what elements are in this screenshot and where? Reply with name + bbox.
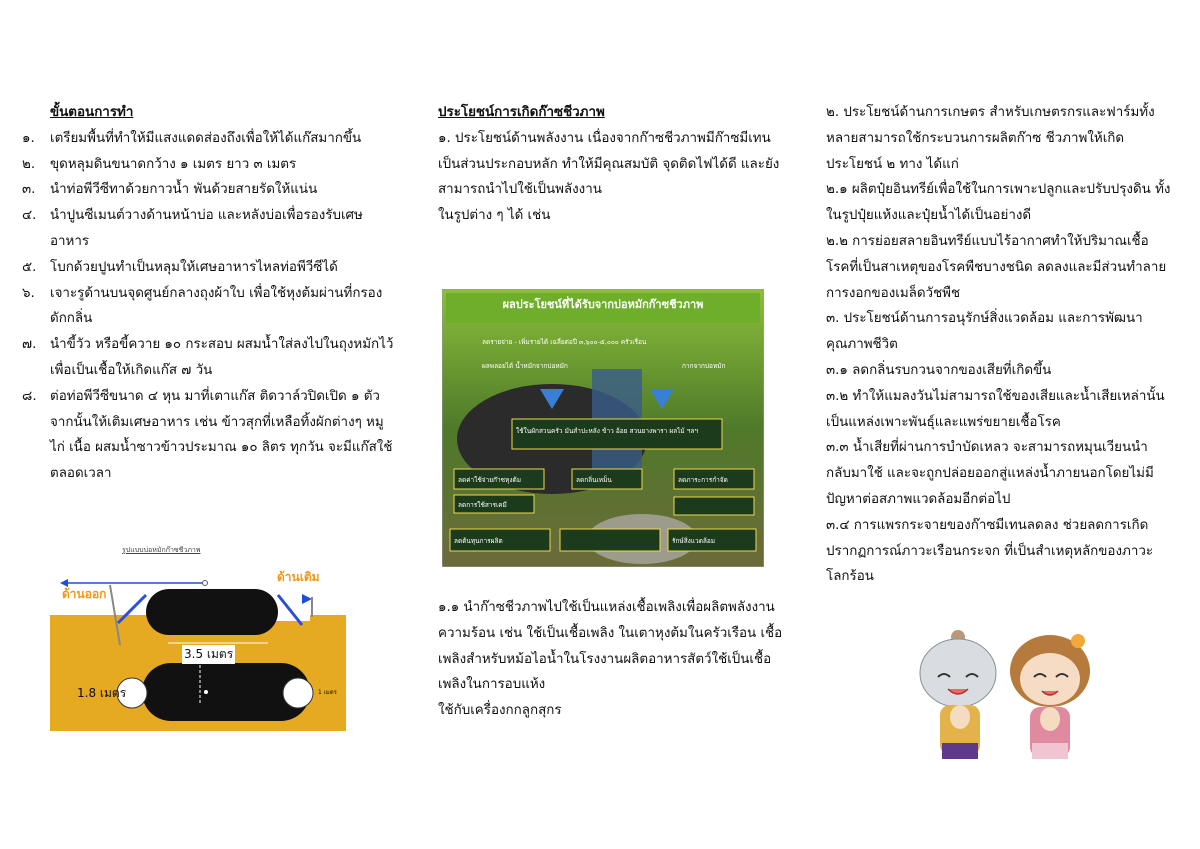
depth-label: 1.8 เมตร: [77, 686, 127, 700]
step-number: ๖.: [22, 285, 35, 301]
step-text: นำปูนซีเมนต์วางด้านหน้าบ่อ และหลังบ่อเพื่อรองรับเศษอาหาร: [50, 208, 363, 249]
benefit-paragraph: ๓.๑ ลดกลิ่นรบกวนจากของเสียที่เกิดขึ้น: [826, 362, 1052, 378]
tank-upper: [146, 589, 278, 635]
benefit-paragraph: ๒.๒ การย่อยสลายอินทรีย์แบบไร้อากาศทำให้ปริมาณเชื้อโรคที่เป็นสาเหตุของโรคพืชบางชนิด ลดลงและมีส่วนทำลายการงอกของเมล็ดวัชพืช: [826, 233, 1167, 301]
step-text: นำขี้วัว หรือขี้ควาย ๑๐ กระสอบ ผสมน้ำใส่ลงไปในถุงหมักไว้เพื่อเป็นเชื้อให้เกิดแก๊ส ๗ วัน: [50, 337, 394, 378]
step-text: ขุดหลุมดินขนาดกว้าง ๑ เมตร ยาว ๓ เมตร: [50, 156, 297, 172]
kids-wai-icon: [910, 625, 1100, 775]
step-number: ๗.: [22, 337, 37, 353]
benefit-paragraph: ๒. ประโยชน์ด้านการเกษตร สำหรับเกษตรกรและฟาร์มทั้งหลายสามารถใช้กระบวนการผลิตก๊าซ ชีวภาพให้เกิดประโยชน์ ๒ ทาง ได้แก่: [826, 105, 1155, 172]
photo-tag: ลดรายจ่าย - เพิ่มรายได้ เฉลี่ยต่อปี ๓,๖๐๐-๕,๐๐๐ ครัวเรือน: [482, 338, 647, 346]
benefit-paragraph: ๒.๑ ผลิตปุ๋ยอินทรีย์เพื่อใช้ในการเพาะปลูกและปรับปรุงดิน ทั้งในรูปปุ๋ยแห้งและปุ๋ยน้ำได้เป็นอย่างดี: [826, 182, 1171, 224]
step-text: เตรียมพื้นที่ทำให้มีแสงแดดส่องถึงเพื่อให้ได้แก๊สมากขึ้น: [50, 130, 362, 146]
photo-tag: รักษ์สิ่งแวดล้อม: [672, 537, 716, 545]
benefit-paragraph: ๓.๓ น้ำเสียที่ผ่านการบำบัดเหลว จะสามารถหมุนเวียนนำกลับมาใช้ และจะถูกปล่อยออกสู่แหล่งน้ำภายนอกโดยไม่มีปัญหาต่อสภาพแวดล้อมอีกต่อไป: [826, 440, 1154, 507]
photo-tag: ลดกลิ่นเหม็น: [576, 476, 612, 484]
benefit-paragraph: ๓.๒ ทำให้แมลงวันไม่สามารถใช้ของเสียและน้ำเสียเหล่านั้นเป็นแหล่งเพาะพันธุ์และแพร่ขยายเชื้อโรค: [826, 388, 1165, 430]
step-number: ๔.: [22, 208, 37, 224]
list-item: [22, 384, 394, 487]
benefit-paragraph: ๑.๑ นำก๊าซชีวภาพไปใช้เป็นแหล่งเชื้อเพลิงเพื่อผลิตพลังงานความร้อน เช่น ใช้เป็นเชื้อเพลิง ในเตาหุงต้มในครัวเรือน เชื้อเพลิงสำหรับหม้อไอน้ำในโรงงานผลิตอาหารสัตว์ใช้เป็นเชื้อเพลิงในการอบแห้ง: [438, 600, 783, 693]
length-label: 3.5 เมตร: [182, 645, 235, 664]
step-number: ๘.: [22, 388, 37, 404]
digester-diagram: [50, 545, 346, 731]
biogas-benefits-photo: [442, 289, 764, 567]
photo-tag: ผลพลอยได้ น้ำหมักจากบ่อหมัก: [482, 362, 568, 370]
list-item: [22, 255, 394, 281]
list-item: [22, 126, 394, 152]
benefits-heading: ประโยชน์การเกิดก๊าซชีวภาพ: [438, 105, 605, 120]
benefit-paragraph: ใช้กับเครื่องกกลูกสุกร: [438, 703, 562, 719]
diagram-caption: รูปแบบบ่อหมักก๊าซชีวภาพ: [122, 546, 201, 554]
photo-tag: ลดต้นทุนการผลิต: [454, 537, 503, 545]
side-label: 1 เมตร: [318, 689, 337, 696]
list-item: [22, 281, 394, 333]
step-number: ๕.: [22, 259, 37, 275]
benefit-paragraph: ๑. ประโยชน์ด้านพลังงาน เนื่องจากก๊าซชีวภาพมีก๊าซมีเทนเป็นส่วนประกอบหลัก ทำให้มีคุณสมบัติ จุดติดไฟได้ดี และยังสามารถนำไปใช้เป็นพลังงาน: [438, 130, 780, 198]
photo-tag: ใช้ในผักสวนครัว มันสำปะหลัง ข้าว อ้อย สวนยางพารา ผลไม้ ฯลฯ: [516, 427, 699, 435]
steps-heading: ขั้นตอนการทำ: [50, 105, 134, 120]
list-item: [22, 177, 394, 203]
photo-tag: ลดภาระการกำจัด: [678, 476, 728, 484]
benefits-column-continued: [438, 595, 783, 724]
step-number: ๒.: [22, 156, 36, 172]
photo-tag: กากจากบ่อหมัก: [682, 362, 726, 370]
photo-tag: ลดค่าใช้จ่ายก๊าซหุงต้ม: [458, 476, 522, 484]
step-number: ๓.: [22, 182, 36, 198]
label-outlet: ด้านออก: [62, 587, 107, 601]
label-inlet: ด้านเติม: [277, 570, 320, 584]
steps-list: [22, 126, 394, 487]
benefits-column-2: [826, 100, 1171, 590]
step-number: ๑.: [22, 130, 35, 146]
outlet-pipe: [283, 678, 313, 708]
step-text: นำท่อพีวีซีทาด้วยกาวน้ำ พันด้วยสายรัดให้แน่น: [50, 182, 318, 198]
arrow-right-icon: [302, 594, 312, 604]
steps-column: [22, 100, 394, 487]
step-text: ต่อท่อพีวีซีขนาด ๔ หุน มาที่เตาแก๊ส ติดวาล์วปิดเปิด ๑ ตัว จากนั้นให้เติมเศษอาหาร เช่น ข้าวสุกที่เหลือทิ้งผักต่างๆ หมู ไก่ เนื้อ ผสมน้ำซาวข้าวประมาณ ๑๐ ลิตร ทุกวัน จะมีแก๊สใช้ตลอดเวลา: [50, 388, 393, 482]
benefit-paragraph: ๓. ประโยชน์ด้านการอนุรักษ์สิ่งแวดล้อม และการพัฒนาคุณภาพชีวิต: [826, 311, 1143, 353]
list-item: [22, 152, 394, 178]
list-item: [22, 332, 394, 384]
step-text: โบกด้วยปูนทำเป็นหลุมให้เศษอาหารไหลท่อพีวีซีได้: [50, 259, 338, 275]
benefit-paragraph: ๓.๔ การแพรกระจายของก๊าซมีเทนลดลง ช่วยลดการเกิดปรากฏการณ์ภาวะเรือนกระจก ที่เป็นสำเหตุหลักของภาวะโลกร้อน: [826, 517, 1154, 585]
photo-title: ผลประโยชน์ที่ได้รับจากบ่อหมักก๊าซชีวภาพ: [502, 298, 704, 311]
greeting-kids-illustration: [910, 625, 1100, 775]
benefit-paragraph: ในรูปต่าง ๆ ได้ เช่น: [438, 208, 551, 224]
step-text: เจาะรูด้านบนจุดศูนย์กลางถุงผ้าใบ เพื่อใช้หุงต้มผ่านที่กรองดักกลิ่น: [50, 285, 383, 327]
benefits-column: [438, 100, 783, 229]
list-item: [22, 203, 394, 255]
photo-tag: ลดการใช้สารเคมี: [458, 501, 507, 509]
